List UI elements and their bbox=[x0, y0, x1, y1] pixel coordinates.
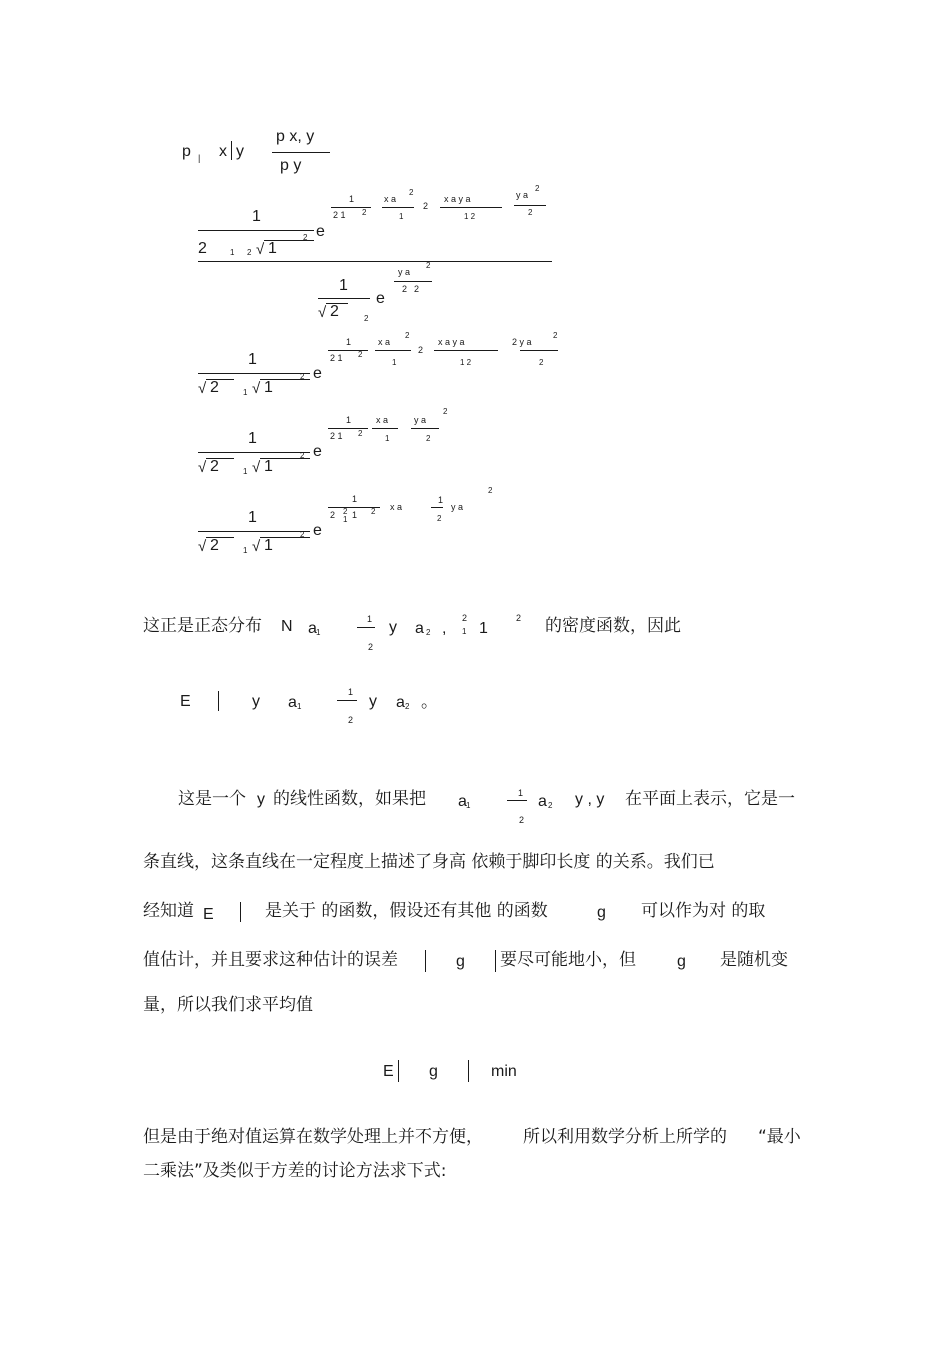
exp-y-a2-sup: 2 bbox=[535, 184, 540, 193]
l6-half-num: 1 bbox=[352, 494, 358, 504]
den-one: 1 bbox=[339, 277, 348, 294]
l4-half-num: 1 bbox=[346, 337, 352, 347]
exp-e: e bbox=[316, 223, 325, 240]
exp-term1-den: 1 bbox=[399, 212, 404, 221]
l6-sqrt-two: 2 bbox=[210, 537, 219, 554]
l6-sqrt2-sign: √ bbox=[252, 538, 261, 555]
para2-l1-yy: y , y bbox=[575, 791, 605, 808]
l4-sub1: 1 bbox=[243, 388, 248, 397]
para2-l4-bar2 bbox=[495, 950, 496, 972]
l4-sqrt-two: 2 bbox=[210, 379, 219, 396]
coef-sub1: 1 bbox=[230, 248, 235, 257]
l5-one: 1 bbox=[248, 430, 257, 447]
para1-a2-sub: 2 bbox=[426, 628, 431, 637]
l6-x-a1: x a bbox=[390, 502, 403, 512]
coef-sub2: 2 bbox=[247, 248, 252, 257]
exp-half-sup: 2 bbox=[362, 208, 367, 217]
l5-half-den: 2 1 bbox=[330, 431, 343, 441]
l6-sub1: 1 bbox=[243, 546, 248, 555]
l5-half-sup: 2 bbox=[358, 429, 363, 438]
den-e: e bbox=[376, 290, 385, 307]
l4-term2-den: 1 2 bbox=[460, 358, 472, 367]
eq2-E: E bbox=[383, 1063, 394, 1080]
eq2-g: g bbox=[429, 1063, 438, 1080]
para1-frac-den: 2 bbox=[368, 642, 374, 652]
para2-l4-g: g bbox=[456, 953, 465, 970]
l5-x-a1: x a bbox=[376, 415, 389, 425]
para2-frac-bar bbox=[507, 800, 527, 801]
exp-term1-bar bbox=[382, 207, 414, 208]
main-fraction-bar bbox=[198, 261, 552, 262]
para2-l1-a2: a bbox=[538, 793, 547, 810]
eq1-period: 。 bbox=[421, 692, 438, 712]
exp-term2-bar bbox=[440, 207, 502, 208]
fraction-denominator: p y bbox=[280, 157, 302, 174]
exp-half-num: 1 bbox=[349, 194, 355, 204]
l4-term1-bar bbox=[375, 350, 411, 351]
l6-inner-half-den: 2 bbox=[437, 514, 442, 523]
eq2-min: min bbox=[491, 1063, 517, 1080]
den-exp-num: y a bbox=[398, 267, 411, 277]
l5-term1-den: 1 bbox=[385, 434, 390, 443]
l6-half-den: 2 bbox=[330, 510, 336, 520]
l5-term2-den: 2 bbox=[426, 434, 431, 443]
para1-a1-sub: 1 bbox=[316, 628, 321, 637]
l5-e: e bbox=[313, 443, 322, 460]
sqrt-sup: 2 bbox=[303, 233, 308, 242]
exp-term3-den: 2 bbox=[528, 208, 533, 217]
exp-x-a1-sup: 2 bbox=[409, 188, 414, 197]
l4-sqrt-one: 1 bbox=[264, 379, 273, 396]
l4-bar bbox=[198, 373, 310, 374]
fraction-numerator: p x, y bbox=[276, 128, 315, 145]
para2-frac-den: 2 bbox=[519, 815, 525, 825]
l6-bar bbox=[198, 531, 310, 532]
conditional-bar bbox=[231, 141, 232, 160]
exp-half-den: 2 1 bbox=[333, 210, 346, 220]
formula-x: x bbox=[219, 143, 227, 160]
para2-l4-a: 值估计，并且要求这种估计的误差 bbox=[143, 950, 398, 970]
para2-l1-b: 的线性函数，如果把 bbox=[273, 789, 426, 809]
l4-two: 2 bbox=[418, 345, 424, 355]
exp-term2-den: 1 2 bbox=[464, 212, 476, 221]
l5-half-num: 1 bbox=[346, 415, 352, 425]
coef-two: 2 bbox=[198, 240, 207, 257]
l5-bar bbox=[198, 452, 310, 453]
eq2-bar1 bbox=[398, 1060, 399, 1082]
para3-l2: 二乘法”及类似于方差的讨论方法求下式: bbox=[143, 1161, 447, 1181]
eq1-a2: a bbox=[396, 694, 405, 711]
para2-l1-a1-sub: 1 bbox=[466, 801, 471, 810]
para1-N: N bbox=[281, 618, 293, 635]
para1-one: 1 bbox=[479, 620, 488, 637]
para2-l4-g2: g bbox=[677, 953, 686, 970]
para2-l3-a: 经知道 bbox=[143, 901, 194, 921]
para2-l1-a: 这是一个 bbox=[178, 789, 246, 809]
para2-l1-a2-sub: 2 bbox=[548, 801, 553, 810]
para1-a1: a bbox=[308, 620, 317, 637]
l4-term3-bar bbox=[520, 350, 558, 351]
para2-l4-b: 要尽可能地小，但 bbox=[500, 950, 636, 970]
coef-numerator: 1 bbox=[252, 208, 261, 225]
formula-y: y bbox=[236, 143, 244, 160]
l6-inner-half-num: 1 bbox=[438, 495, 444, 505]
den-exp-sup: 2 bbox=[426, 261, 431, 270]
den-exp-den2: 2 bbox=[414, 284, 420, 294]
para2-l3-c: 可以作为对 的取 bbox=[641, 901, 766, 921]
eq1-y: y bbox=[252, 693, 260, 710]
l4-sqrt2-sign: √ bbox=[252, 380, 261, 397]
fraction-bar bbox=[272, 152, 330, 153]
l4-one: 1 bbox=[248, 351, 257, 368]
l6-outer-sup: 2 bbox=[488, 486, 493, 495]
exp-x-a1: x a bbox=[384, 194, 397, 204]
para1-tail: 的密度函数，因此 bbox=[545, 616, 681, 636]
l5-term2-bar bbox=[411, 428, 439, 429]
formula-subscript: | bbox=[198, 153, 201, 163]
l4-e: e bbox=[313, 365, 322, 382]
para2-l3-b: 是关于 的函数，假设还有其他 的函数 bbox=[265, 901, 548, 921]
l5-sqrt-sup: 2 bbox=[300, 451, 305, 460]
den-sqrt-sign: √ bbox=[318, 304, 327, 321]
l4-sqrt-sign: √ bbox=[198, 380, 207, 397]
l5-sqrt2-sign: √ bbox=[252, 459, 261, 476]
exp-two: 2 bbox=[423, 201, 429, 211]
l4-term2-bar bbox=[434, 350, 498, 351]
eq1-frac-bar bbox=[337, 700, 357, 701]
eq1-a1: a bbox=[288, 694, 297, 711]
l6-sqrt-one: 1 bbox=[264, 537, 273, 554]
l5-half-bar bbox=[328, 428, 368, 429]
para1-sup2: 2 bbox=[516, 613, 522, 623]
eq1-frac-num: 1 bbox=[348, 687, 354, 697]
para1-text: 这正是正态分布 bbox=[143, 616, 262, 636]
para3-l1-b: 所以利用数学分析上所学的 bbox=[523, 1127, 727, 1147]
l4-cross: x a y a bbox=[438, 337, 465, 347]
para1-y: y bbox=[389, 619, 397, 636]
eq1-y2: y bbox=[369, 693, 377, 710]
para2-l2: 条直线，这条直线在一定程度上描述了身高 依赖于脚印长度 的关系。我们已 bbox=[143, 852, 715, 872]
l4-half-sup: 2 bbox=[358, 350, 363, 359]
l4-sqrt-sup: 2 bbox=[300, 372, 305, 381]
l6-half-den-1: 1 bbox=[352, 510, 358, 520]
eq1-bar bbox=[218, 691, 219, 711]
para1-a2: a bbox=[415, 620, 424, 637]
para2-l4-c: 是随机变 bbox=[720, 950, 788, 970]
den-exp-den: 2 bbox=[402, 284, 408, 294]
sqrt-sign: √ bbox=[256, 241, 265, 258]
para2-l3-g: g bbox=[597, 904, 606, 921]
para2-l1-a1: a bbox=[458, 793, 467, 810]
exp-y-a2: y a bbox=[516, 190, 529, 200]
l6-inner-half-bar bbox=[431, 507, 443, 508]
eq1-frac-den: 2 bbox=[348, 715, 354, 725]
l5-sqrt-sign: √ bbox=[198, 459, 207, 476]
exp-cross: x a y a bbox=[444, 194, 471, 204]
para2-l1-y: y bbox=[257, 791, 265, 808]
l4-y-a2-sup: 2 bbox=[553, 331, 558, 340]
l6-half-den-sup2: 2 bbox=[371, 507, 376, 516]
l5-y-a2: y a bbox=[414, 415, 427, 425]
para2-l4-bar1 bbox=[425, 950, 426, 972]
para3-l1-c: “最小 bbox=[758, 1127, 801, 1147]
para3-l1-a: 但是由于绝对值运算在数学处理上并不方便， bbox=[143, 1127, 483, 1147]
l4-term1-den: 1 bbox=[392, 358, 397, 367]
l4-half-den: 2 1 bbox=[330, 353, 343, 363]
exp-term3-bar bbox=[514, 205, 546, 206]
l6-e: e bbox=[313, 522, 322, 539]
para2-l3-E: E bbox=[203, 906, 214, 923]
coef-bar bbox=[198, 230, 314, 231]
l6-y-a2: y a bbox=[451, 502, 464, 512]
l6-half-den-sub: 1 bbox=[343, 515, 348, 524]
l4-term3-den: 2 bbox=[539, 358, 544, 367]
l6-sqrt-sign: √ bbox=[198, 538, 207, 555]
l4-x-a1: x a bbox=[378, 337, 391, 347]
formula-p: p bbox=[182, 143, 191, 160]
l6-half-den-sup: 2 bbox=[343, 507, 348, 516]
para2-l3-bar bbox=[240, 902, 241, 922]
para2-l5: 量，所以我们求平均值 bbox=[143, 995, 313, 1015]
eq1-a2-sub: 2 bbox=[405, 702, 410, 711]
eq1-a1-sub: 1 bbox=[297, 702, 302, 711]
l5-sqrt-two: 2 bbox=[210, 458, 219, 475]
l6-one: 1 bbox=[248, 509, 257, 526]
l5-term1-bar bbox=[372, 428, 398, 429]
para2-frac-num: 1 bbox=[518, 788, 524, 798]
l4-x-a1-sup: 2 bbox=[405, 331, 410, 340]
den-bar bbox=[318, 298, 370, 299]
l5-outer-sup: 2 bbox=[443, 407, 448, 416]
den-sub2: 2 bbox=[364, 314, 369, 323]
para1-sup: 2 bbox=[462, 613, 468, 623]
den-sqrt-two: 2 bbox=[330, 303, 339, 320]
l5-sqrt-one: 1 bbox=[264, 458, 273, 475]
den-exp-bar bbox=[394, 281, 432, 282]
para2-l1-c: 在平面上表示，它是一 bbox=[625, 789, 795, 809]
eq2-bar2 bbox=[468, 1060, 469, 1082]
eq1-E: E bbox=[180, 693, 191, 710]
para1-sub: 1 bbox=[462, 627, 467, 636]
l6-sqrt-sup: 2 bbox=[300, 530, 305, 539]
para1-frac-num: 1 bbox=[367, 614, 373, 624]
sqrt-one: 1 bbox=[268, 240, 277, 257]
para1-comma: , bbox=[442, 620, 447, 637]
l4-y-a2: 2 y a bbox=[512, 337, 532, 347]
para1-frac-bar bbox=[357, 627, 375, 628]
l5-sub1: 1 bbox=[243, 467, 248, 476]
